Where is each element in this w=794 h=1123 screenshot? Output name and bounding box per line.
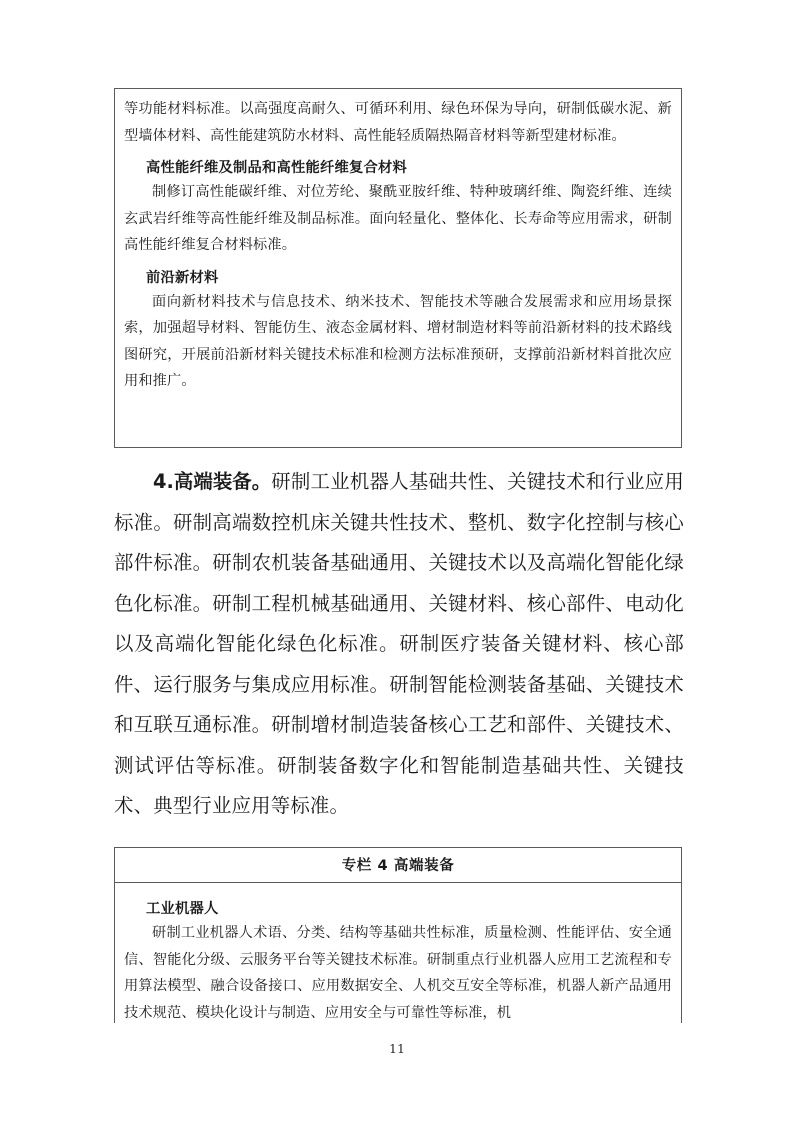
section-paragraph-high-end-equipment [114,462,684,827]
callout-box-title: 专栏 4 高端装备 [115,848,681,883]
subsection-heading-fiber: 高性能纤维及制品和高性能纤维复合材料 [146,160,407,176]
subsection-heading-frontier: 前沿新材料 [146,269,219,286]
subsection-heading-industrial-robot: 工业机器人 [146,901,219,917]
callout-box-materials [114,88,682,448]
section-lead-label: 4.高端装备。 [153,470,272,493]
page-number: 11 [389,1041,405,1056]
subsection-paragraph-industrial-robot: 研制工业机器人术语、分类、结构等基础共性标准，质量检测、性能评估、安全通信、智能化分级、云服务平台等关键技术标准。研制重点行业机器人应用工艺流程和专用算法模型、融合设备接口、应用数据安全、人机交互安全等标准，机器人新产品通用技术规范、模块化设计与制造、应用安全与可靠性等标准，机 [124,925,672,1021]
section-body-text: 研制工业机器人基础共性、关键技术和行业应用标准。研制高端数控机床关键共性技术、整机、数字化控制与核心部件标准。研制农机装备基础通用、关键技术以及高端化智能化绿色化标准。研制工程机械基础通用、关键材料、核心部件、电动化以及高端化智能化绿色化标准。研制医疗装备关键材料、核心部件、运行服务与集成应用标准。研制智能检测装备基础、关键技术和互联互通标准。研制增材制造装备核心工艺和部件、关键技术、测试评估等标准。研制装备数字化和智能制造基础共性、关键技术、典型行业应用等标准。 [114,470,685,817]
callout-box-high-end-equipment-content [115,883,681,1031]
subsection-paragraph-fiber: 制修订高性能碳纤维、对位芳纶、聚酰亚胺纤维、特种玻璃纤维、陶瓷纤维、连续玄武岩纤维等高性能纤维及制品标准。面向轻量化、整体化、长寿命等应用需求，研制高性能纤维复合材料标准。 [124,184,672,253]
subsection-paragraph-frontier: 面向新材料技术与信息技术、纳米技术、智能技术等融合发展需求和应用场景探索，加强超导材料、智能仿生、液态金属材料、增材制造材料等前沿新材料的技术路线图研究，开展前沿新材料关键技术标准和检测方法标准预研，支撑前沿新材料首批次应用和推广。 [124,293,672,389]
materials-continued-paragraph: 等功能材料标准。以高强度高耐久、可循环利用、绿色环保为导向，研制低碳水泥、新型墙体材料、高性能建筑防水材料、高性能轻质隔热隔音材料等新型建材标准。 [124,101,672,144]
callout-box-materials-content [115,89,681,400]
callout-box-high-end-equipment [114,847,682,1023]
